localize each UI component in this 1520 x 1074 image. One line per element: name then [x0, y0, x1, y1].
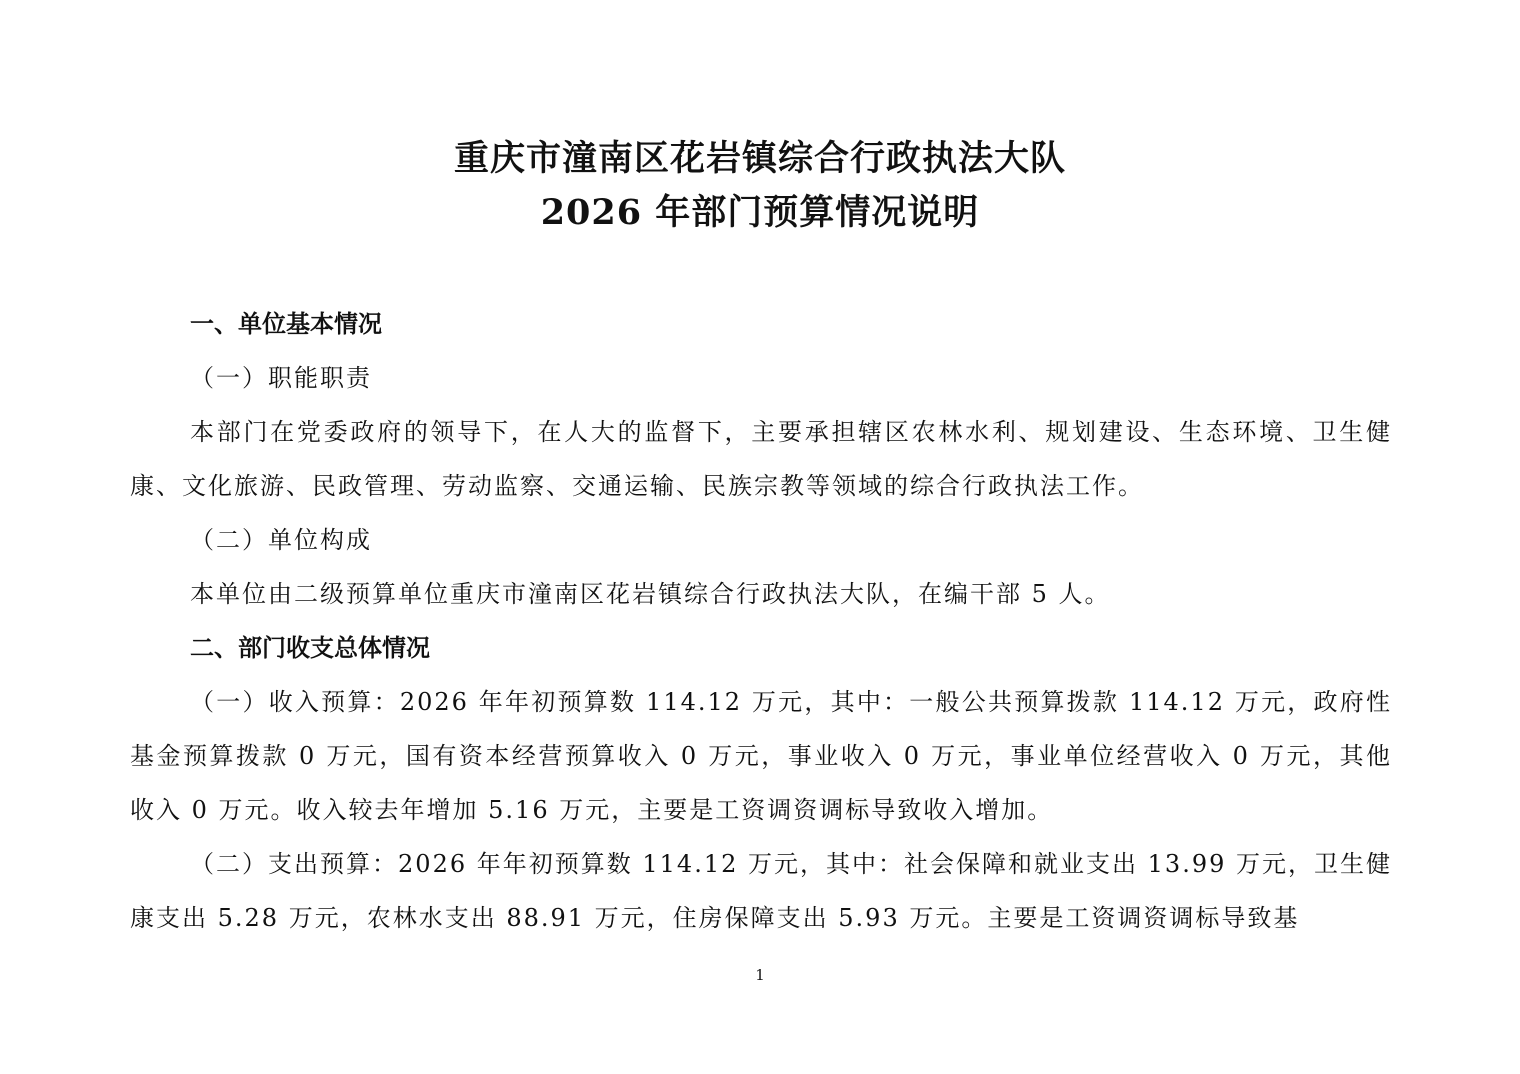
expense-lead: （二）支出预算：	[190, 850, 399, 878]
section2-income-paragraph	[130, 675, 1392, 837]
section1-sub2-heading: （二）单位构成	[190, 526, 372, 554]
section1-sub1-heading: （一）职能职责	[190, 364, 372, 392]
section1-sub1-paragraph: 本部门在党委政府的领导下，在人大的监督下，主要承担辖区农林水利、规划建设、生态环境、卫生健康、文化旅游、民政管理、劳动监察、交通运输、民族宗教等领域的综合行政执法工作。	[130, 418, 1392, 500]
income-text: 2026 年年初预算数 114.12 万元，其中：一般公共预算拨款 114.12 万元，政府性基金预算拨款 0 万元，国有资本经营预算收入 0 万元，事业收入 0 万元，事业单位经营收入 0 万元，其他收入 0 万元。收入较去年增加 5.16 万元，主要是工资调资调标导致收入增加。	[130, 688, 1392, 824]
document-title-line2: 2026 年部门预算情况说明	[540, 192, 980, 233]
section1-sub2-paragraph: 本单位由二级预算单位重庆市潼南区花岩镇综合行政执法大队，在编干部 5 人。	[190, 580, 1111, 608]
page-number: 1	[755, 966, 765, 984]
income-lead: （一）收入预算：	[190, 688, 400, 716]
section2-expense-paragraph	[130, 837, 1392, 945]
section1-heading: 一、单位基本情况	[190, 310, 382, 338]
document-title-line1: 重庆市潼南区花岩镇综合行政执法大队	[453, 138, 1066, 179]
section2-heading: 二、部门收支总体情况	[190, 634, 430, 662]
expense-text: 2026 年年初预算数 114.12 万元，其中：社会保障和就业支出 13.99 万元，卫生健康支出 5.28 万元，农林水支出 88.91 万元，住房保障支出 5.93 万元。主要是工资调资调标导致基	[130, 850, 1393, 932]
